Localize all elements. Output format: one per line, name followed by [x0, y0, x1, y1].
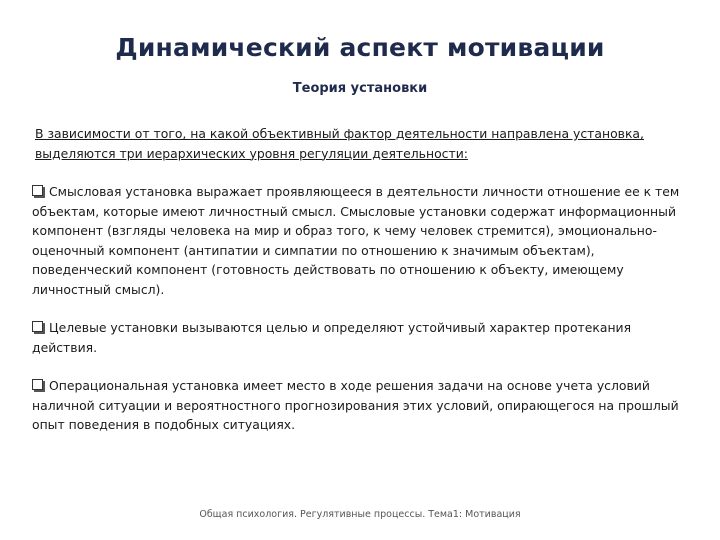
intro-text: В зависимости от того, на какой объективный фактор деятельности направлена установка, выделяются три иерархических уровня регуляции деятельности: — [35, 126, 644, 161]
bullet-item — [32, 182, 692, 299]
checkbox-bullet-icon — [32, 321, 43, 332]
slide-subtitle: Теория установки — [292, 81, 428, 96]
bullet-item — [32, 318, 692, 357]
checkbox-bullet-icon — [32, 185, 43, 196]
checkbox-bullet-icon — [32, 379, 43, 390]
bullet-text: Смысловая установка выражает проявляющееся в деятельности личности отношение ее к тем объектам, которые имеют личностный смысл. Смысловые установки содержат информационный компонент (взгляды человека на мир и образ того, к чему человек стремится), эмоционально-оценочный компонент (антипатии и симпатии по отношению к значимым объектам), поведенческий компонент (готовность действовать по отношению к объекту, имеющему личностный смысл). — [32, 184, 680, 297]
slide-title: Динамический аспект мотивации — [115, 33, 605, 62]
bullet-item — [32, 376, 692, 435]
slide-footer: Общая психология. Регулятивные процессы. Тема1: Мотивация — [199, 509, 521, 520]
bullet-text: Целевые установки вызываются целью и определяют устойчивый характер протекания действия. — [32, 320, 632, 355]
bullet-text: Операциональная установка имеет место в ходе решения задачи на основе учета условий наличной ситуации и вероятностного прогнозирования этих условий, опирающегося на прошлый опыт поведения в подобных ситуациях. — [32, 378, 679, 432]
slide-body — [32, 124, 692, 435]
